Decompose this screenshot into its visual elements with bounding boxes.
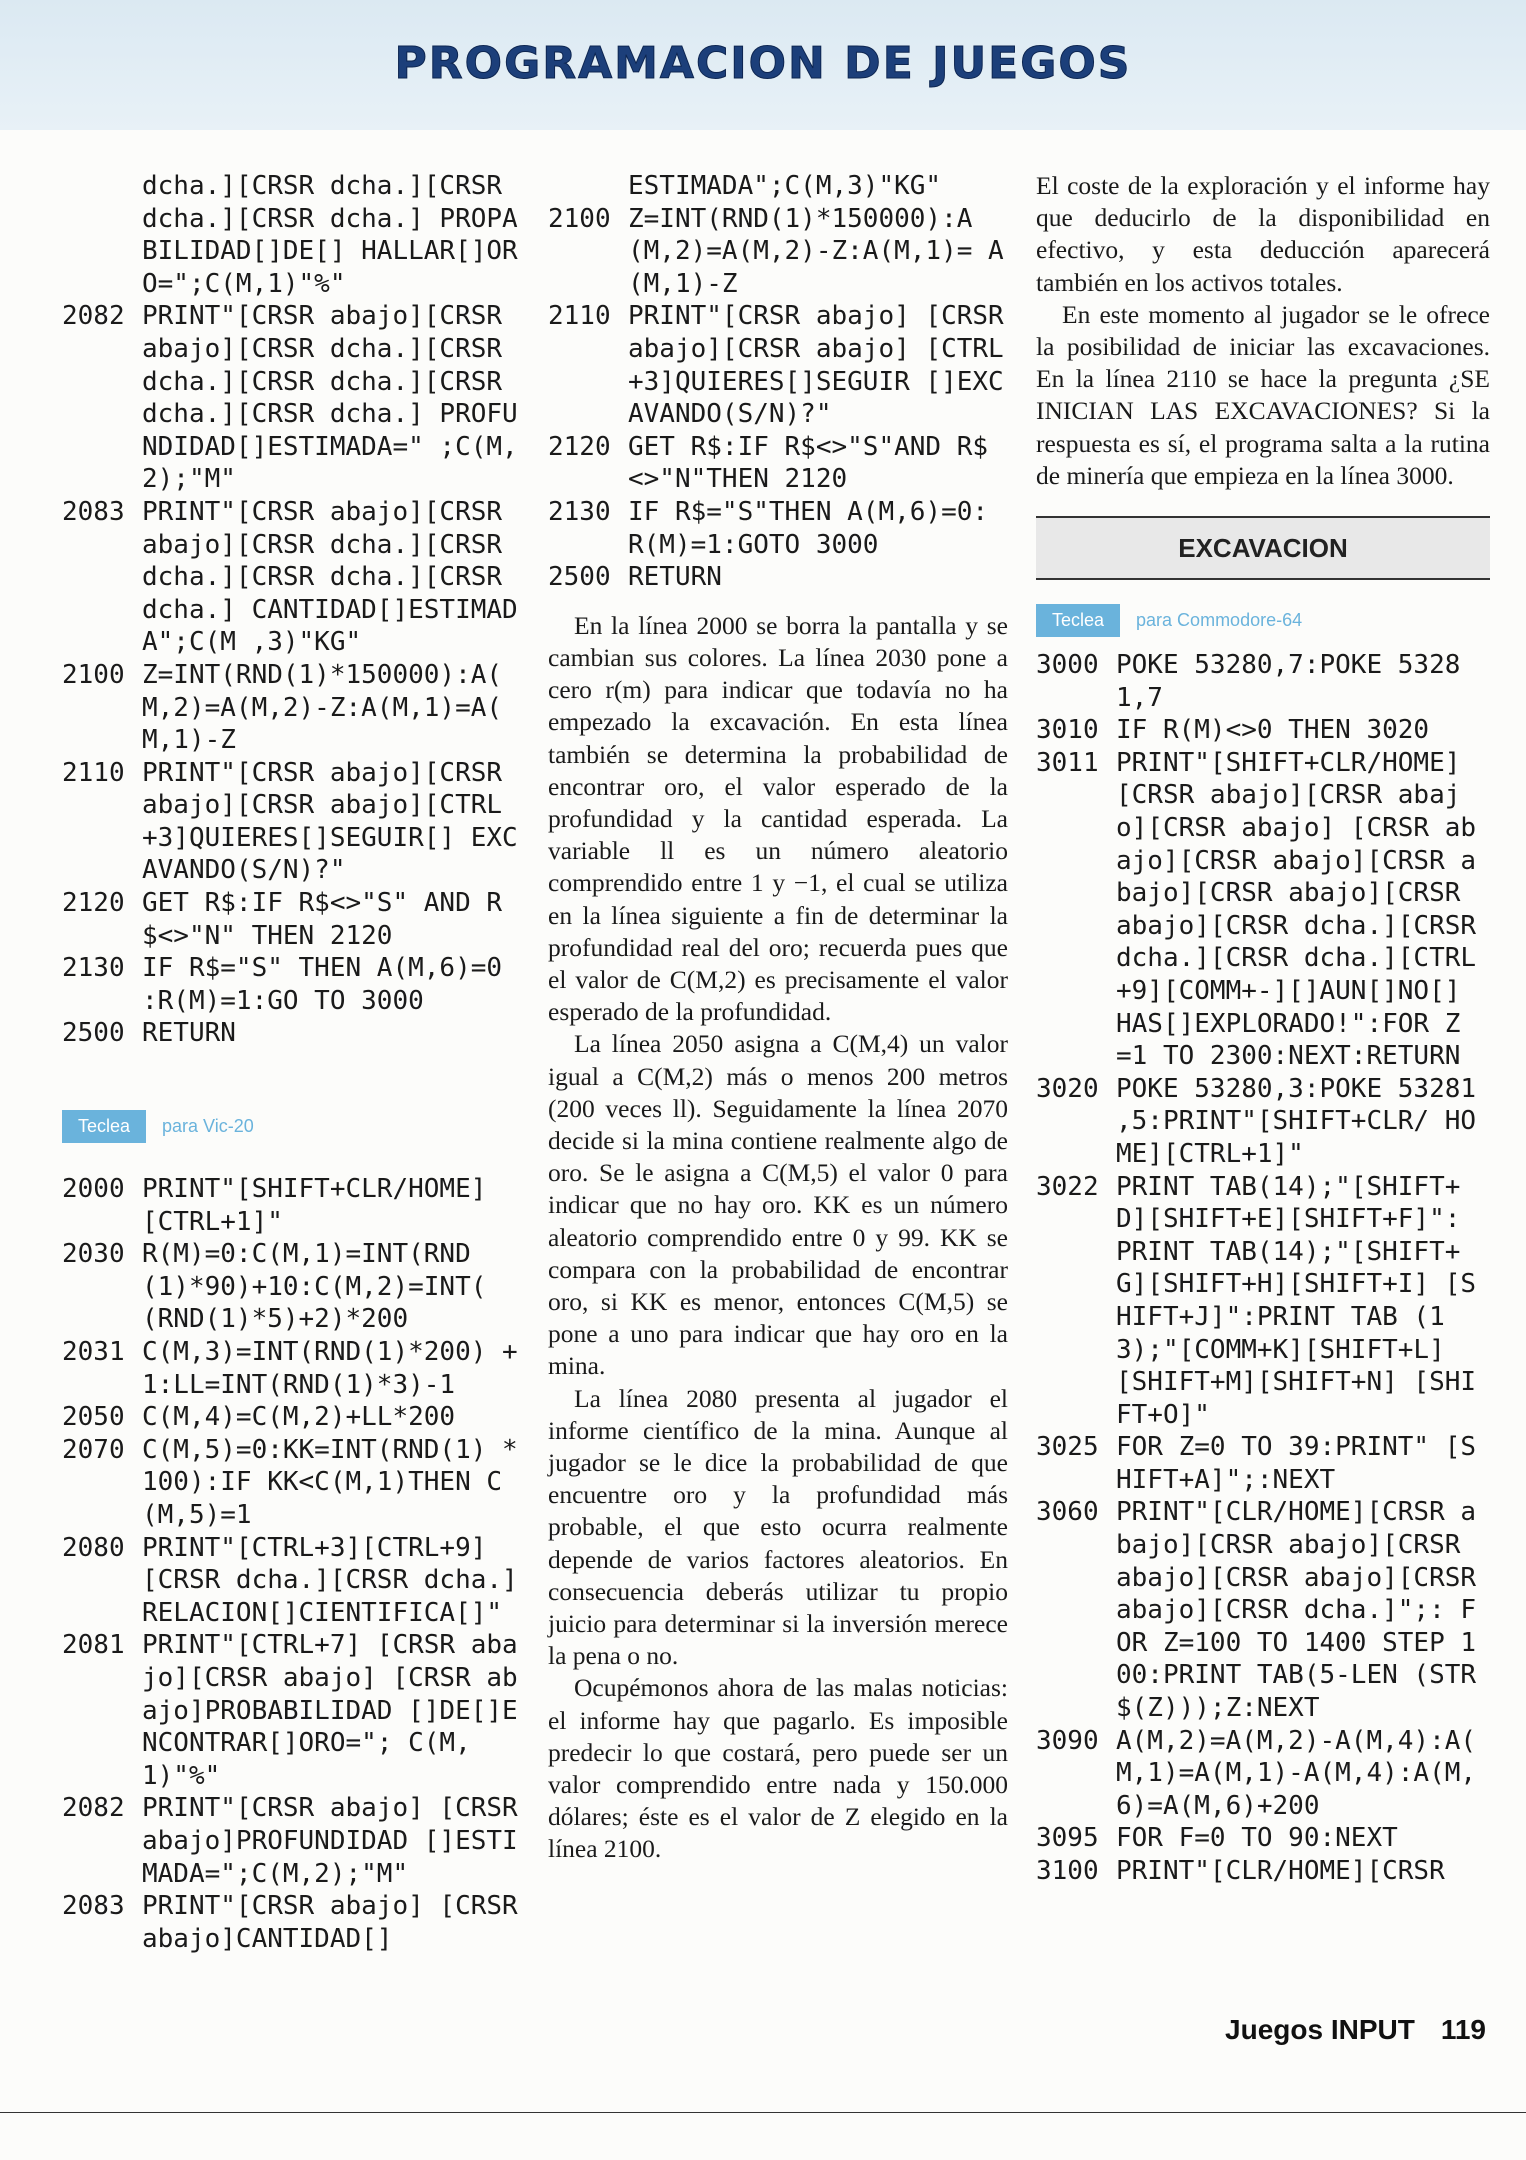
line-number: 3000 — [1036, 650, 1099, 681]
code-text: PRINT"[CRSR abajo][CRSR abajo][CRSR dcha.][CRSR dcha.][CRSR dcha.][CRSR dcha.] CANTIDAD[]ESTIMADA";C(M ,3)"KG" — [142, 496, 518, 658]
tag-label: Teclea — [62, 1110, 146, 1143]
line-number: 2082 — [62, 301, 125, 332]
line-number: 2100 — [548, 203, 611, 234]
line-number: 3095 — [1036, 1823, 1099, 1854]
line-number: 3090 — [1036, 1725, 1099, 1756]
code-line — [62, 952, 530, 1017]
body-text-3 — [1036, 170, 1490, 492]
line-number: 3060 — [1036, 1497, 1099, 1528]
platform-tag-c64 — [1036, 604, 1490, 637]
code-line — [62, 659, 530, 757]
code-line — [62, 1017, 530, 1050]
code-line — [62, 1336, 530, 1401]
platform-tag-vic20 — [62, 1110, 530, 1143]
line-number: 2083 — [62, 1891, 125, 1922]
line-number — [548, 170, 628, 203]
code-line — [1036, 1725, 1490, 1823]
line-number: 2130 — [62, 953, 125, 984]
line-number: 2031 — [62, 1337, 125, 1367]
code-line — [548, 561, 1008, 594]
line-number: 2082 — [62, 1793, 125, 1824]
line-number: 2120 — [62, 888, 125, 919]
paragraph: La línea 2050 asigna a C(M,4) un valor igual a C(M,2) más o menos 200 metros (200 veces ll). Seguidamente la línea 2070 decide si la mina contiene realmente algo de oro. Se le asigna a C(M,5) el valor 0 para indicar que no hay oro. KK es un número aleatorio comprendido entre 0 y 99. KK se compara con la probabilidad de encontrar oro, si KK es menor, entonces C(M,5) se pone a uno para indicar que hay oro en la mina. — [548, 1029, 1008, 1381]
body-text-2 — [548, 610, 1008, 1866]
code-line — [548, 431, 1008, 496]
code-text: PRINT"[CRSR abajo][CRSR abajo][CRSR abajo][CTRL +3]QUIERES[]SEGUIR[] EXCAVANDO(S/N)?" — [142, 757, 518, 886]
line-number: 2080 — [62, 1532, 125, 1563]
column-2 — [548, 170, 1020, 1866]
code-text: IF R$="S"THEN A(M,6)=0: R(M)=1:GOTO 3000 — [628, 496, 1004, 560]
line-number: 3100 — [1036, 1856, 1099, 1886]
code-line — [1036, 649, 1490, 714]
code-line — [62, 1792, 534, 1890]
code-text: GET R$:IF R$<>"S" AND R$<>"N" THEN 2120 — [142, 888, 503, 951]
code-text: C(M,5)=0:KK=INT(RND(1) *100):IF KK<C(M,1)THEN C(M,5)=1 — [142, 1434, 518, 1530]
code-text: PRINT"[SHIFT+CLR/HOME] [CRSR abajo][CRSR abajo][CRSR abajo] [CRSR abajo][CRSR abajo][CRSR abajo][CRSR abajo][CRSR abajo][CRSR dcha.][CRSR dcha.][CRSR dcha.][CTRL +9][COMM+-][]AUN[]NO[] HAS[]EXPLORADO!":FOR Z =1 TO 2300:NEXT:RETURN — [1116, 747, 1492, 1072]
code-line — [62, 1532, 534, 1630]
paragraph: En la línea 2000 se borra la pantalla y se cambian sus colores. La línea 2030 pone a cero r(m) para indicar que todavía no ha empezado la excavación. En esta línea también se determina la probabilidad de encontrar oro, el valor esperado de la profundidad y la cantidad esperada. La variable ll es un número aleatorio comprendido entre 1 y −1, el cual se utiliza en la línea siguiente a fin de determinar la profundidad real del oro; recuerda pues que el valor de C(M,2) es precisamente el valor esperado de la profundidad. — [548, 610, 1008, 1027]
line-number: 3011 — [1036, 747, 1099, 778]
code-line — [1036, 1171, 1490, 1432]
code-line — [548, 496, 1008, 561]
code-line — [1036, 1855, 1490, 1888]
line-number: 2050 — [62, 1402, 125, 1433]
code-listing-3 — [1036, 649, 1490, 1888]
code-text: PRINT TAB(14);"[SHIFT+ D][SHIFT+E][SHIFT+F]": PRINT TAB(14);"[SHIFT+ G][SHIFT+H][SHIFT+I] [SHIFT+J]":PRINT TAB (13);"[COMM+K][SHIFT+L] [SHIFT+M][SHIFT+N] [SHIFT+O]" — [1116, 1171, 1477, 1430]
code-text: Z=INT(RND(1)*150000):A (M,2)=A(M,2)-Z:A(M,1)= A(M,1)-Z — [628, 203, 1004, 299]
paragraph: La línea 2080 presenta al jugador el informe científico de la mina. Aunque al jugador se le dice la probabilidad de que encuentre oro y la profundidad más probable, el que esto ocurra realmente depende de varios factores aleatorios. En consecuencia deberás utilizar tu propio juicio para determinar si la inversión merece la pena o no. — [548, 1383, 1008, 1671]
code-text: FOR Z=0 TO 39:PRINT" [SHIFT+A]";:NEXT — [1116, 1432, 1477, 1495]
column-3 — [1036, 170, 1490, 1888]
code-text: FOR F=0 TO 90:NEXT — [1116, 1823, 1398, 1854]
code-text: PRINT"[CTRL+3][CTRL+9] [CRSR dcha.][CRSR dcha.] RELACION[]CIENTIFICA[]" — [142, 1532, 534, 1628]
code-line — [62, 1173, 530, 1238]
code-line — [62, 1434, 530, 1532]
code-text: PRINT"[CRSR abajo][CRSR abajo][CRSR dcha.][CRSR dcha.][CRSR dcha.][CRSR dcha.][CRSR dcha.] PROFUNDIDAD[]ESTIMADA=" ;C(M,2);"M" — [142, 301, 518, 495]
line-number: 2110 — [548, 301, 611, 332]
code-line — [62, 757, 530, 887]
line-number: 2081 — [62, 1630, 125, 1661]
line-number: 2120 — [548, 431, 611, 462]
code-line — [62, 300, 530, 496]
code-line — [62, 1629, 530, 1792]
bottom-rule — [0, 2112, 1526, 2113]
code-text: RETURN — [142, 1018, 236, 1049]
code-text: PRINT"[CRSR abajo] [CRSR abajo]PROFUNDIDAD []ESTIMADA=";C(M,2);"M" — [142, 1793, 534, 1889]
paragraph: El coste de la exploración y el informe hay que deducirlo de la disponibilidad en efectivo, y esta deducción aparecerá también en los activos totales. — [1036, 171, 1490, 297]
line-number: 2070 — [62, 1434, 125, 1465]
code-line — [548, 300, 1020, 430]
code-listing-1b — [62, 1173, 534, 1955]
code-text: PRINT"[CTRL+7] [CRSR abajo][CRSR abajo] [CRSR abajo]PROBABILIDAD []DE[]ENCONTRAR[]ORO="; C(M,1)"%" — [142, 1630, 518, 1791]
line-number: 2083 — [62, 496, 125, 527]
code-line — [1036, 1822, 1490, 1855]
paragraph: Ocupémonos ahora de las malas noticias: el informe hay que pagarlo. Es imposible predecir lo que costará, pero puede ser un valor comprendido entre nada y 150.000 dólares; éste es el valor de Z elegido en la línea 2100. — [548, 1673, 1008, 1864]
code-line — [548, 170, 1008, 203]
code-text: dcha.][CRSR dcha.][CRSR dcha.][CRSR dcha.] PROPABILIDAD[]DE[] HALLAR[]ORO=";C(M,1)"%" — [142, 171, 518, 299]
code-line — [62, 1890, 534, 1955]
code-line — [1036, 1496, 1490, 1724]
line-number: 3025 — [1036, 1432, 1099, 1463]
code-line — [1036, 747, 1490, 1073]
code-line — [1036, 1073, 1490, 1171]
code-text: C(M,3)=INT(RND(1)*200) +1:LL=INT(RND(1)*3)-1 — [142, 1337, 518, 1400]
line-number: 2500 — [62, 1018, 125, 1049]
line-number: 2130 — [548, 496, 611, 527]
page-footer — [1199, 2014, 1486, 2046]
code-line — [62, 887, 530, 952]
code-text: PRINT"[CLR/HOME][CRSR — [1116, 1856, 1445, 1886]
code-text: IF R(M)<>0 THEN 3020 — [1116, 715, 1430, 746]
code-text: ESTIMADA";C(M,3)"KG" — [628, 171, 942, 201]
code-text: PRINT"[CRSR abajo] [CRSR abajo][CRSR abajo] [CTRL+3]QUIERES[]SEGUIR []EXCAVANDO(S/N)?" — [628, 301, 1020, 430]
code-text: PRINT"[CLR/HOME][CRSR abajo][CRSR abajo][CRSR abajo][CRSR abajo][CRSR abajo][CRSR dcha.]";: FOR Z=100 TO 1400 STEP 100:PRINT TAB(5-LEN (STR$(Z)));Z:NEXT — [1116, 1497, 1492, 1724]
line-number: 3022 — [1036, 1171, 1099, 1202]
section-heading: EXCAVACION — [1036, 516, 1490, 580]
code-listing-2 — [548, 170, 1020, 594]
code-line — [1036, 714, 1490, 747]
code-text: Z=INT(RND(1)*150000):A( M,2)=A(M,2)-Z:A(M,1)=A( M,1)-Z — [142, 659, 518, 756]
line-number: 2110 — [62, 757, 125, 788]
line-number: 2100 — [62, 659, 125, 690]
code-line — [1036, 1431, 1490, 1496]
code-text: POKE 53280,3:POKE 53281 ,5:PRINT"[SHIFT+CLR/ HOME][CTRL+1]" — [1116, 1073, 1492, 1169]
tag-machine: para Commodore-64 — [1136, 610, 1303, 631]
line-number: 3010 — [1036, 715, 1099, 746]
paragraph: En este momento al jugador se le ofrece la posibilidad de iniciar las excavaciones. En la línea 2110 se hace la pregunta ¿SE INICIAN LAS EXCAVACIONES? Si la respuesta es sí, el programa salta a la rutina de minería que empieza en la línea 3000. — [1036, 299, 1490, 490]
code-line — [62, 170, 530, 300]
code-line — [548, 203, 1008, 301]
page-number: 119 — [1440, 2014, 1486, 2045]
code-text: GET R$:IF R$<>"S"AND R$ <>"N"THEN 2120 — [628, 431, 1004, 495]
code-text: C(M,4)=C(M,2)+LL*200 — [142, 1402, 456, 1433]
code-text: PRINT"[SHIFT+CLR/HOME] [CTRL+1]" — [142, 1174, 503, 1237]
column-1 — [62, 170, 534, 1955]
line-number: 2030 — [62, 1239, 125, 1270]
line-number: 2500 — [548, 562, 611, 593]
code-line — [62, 496, 530, 659]
code-text: A(M,2)=A(M,2)-A(M,4):A( M,1)=A(M,1)-A(M,4):A(M, 6)=A(M,6)+200 — [1116, 1725, 1492, 1821]
tag-label: Teclea — [1036, 604, 1120, 637]
code-text: IF R$="S" THEN A(M,6)=0 :R(M)=1:GO TO 3000 — [142, 953, 518, 1016]
code-text: POKE 53280,7:POKE 5328 1,7 — [1116, 650, 1477, 713]
publication-name: Juegos INPUT — [1225, 2014, 1415, 2045]
tag-machine: para Vic-20 — [162, 1116, 254, 1137]
line-number: 2000 — [62, 1174, 125, 1205]
code-text: RETURN — [628, 562, 722, 593]
code-text: PRINT"[CRSR abajo] [CRSR abajo]CANTIDAD[] — [142, 1891, 534, 1954]
line-number — [62, 170, 142, 300]
code-line — [62, 1401, 530, 1434]
line-number: 3020 — [1036, 1073, 1099, 1104]
code-text: R(M)=0:C(M,1)=INT(RND (1)*90)+10:C(M,2)=INT( (RND(1)*5)+2)*200 — [142, 1239, 503, 1335]
code-listing-1a — [62, 170, 530, 1050]
code-line — [62, 1238, 530, 1336]
page-title: PROGRAMACION DE JUEGOS — [394, 38, 1132, 89]
